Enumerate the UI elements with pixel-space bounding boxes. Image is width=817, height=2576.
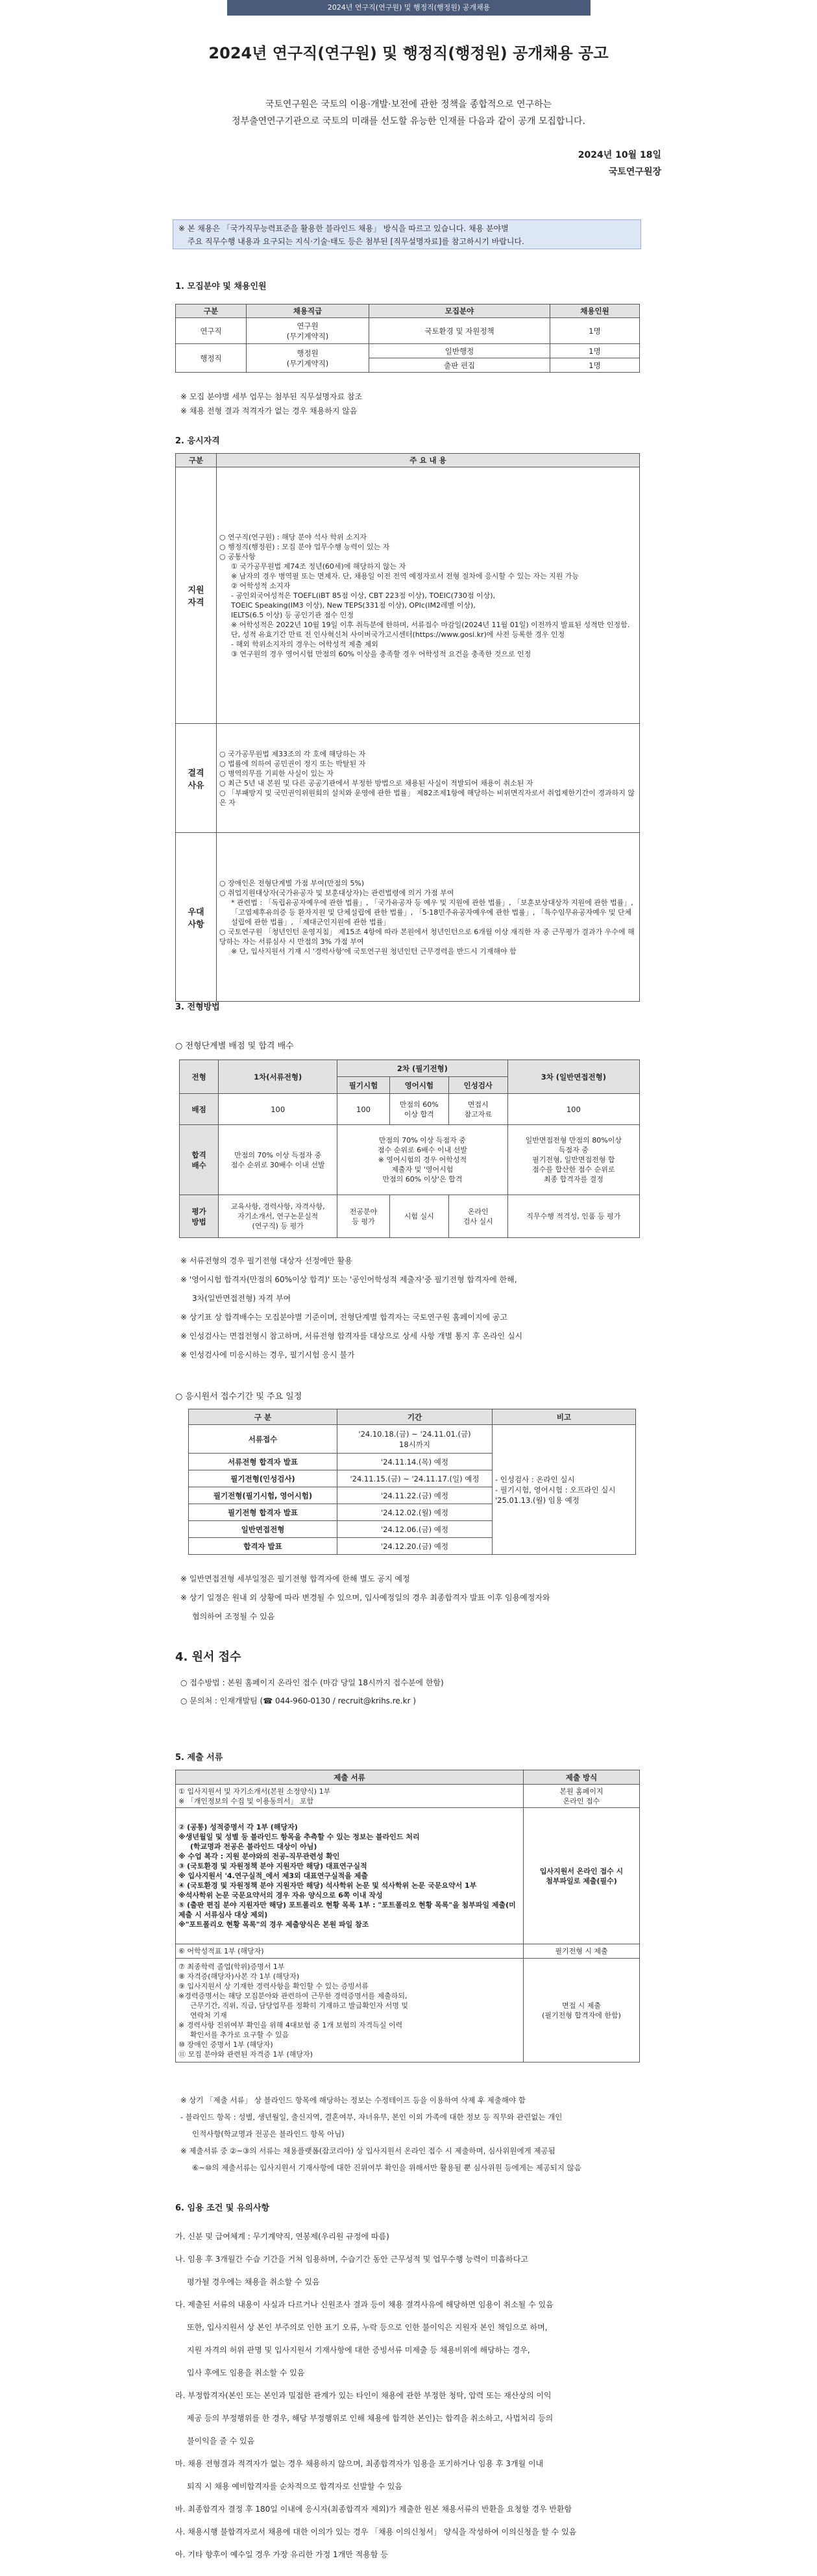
condition-line: 또한, 입사지원서 상 본인 부주의로 인한 표기 오류, 누락 등으로 인한 불이익은 지원자 본인 책임으로 하며, [187,2323,548,2332]
condition-line: 다. 제출된 서류의 내용이 사실과 다르거나 신원조사 결과 등이 채용 결격사유에 해당하면 임용이 취소될 수 있음 [175,2300,554,2309]
condition-line: 아. 기타 향후이 예수일 경우 가장 유리한 가정 1개만 적용함 등 [175,2550,388,2559]
th: 영어시험 [389,1077,448,1094]
row-label: 평가 방법 [180,1195,219,1238]
detail-line: ※ 단, 입사지원서 기재 시 '경력사항'에 국토연구원 청년인턴 근무경력을 반드시 기재해야 함 [231,947,517,956]
doc-method: 본원 홈페이지 온라인 접수 [524,1785,640,1808]
th: 구분 [176,454,217,467]
condition-line: 입사 후에도 임용을 취소할 수 있음 [187,2368,305,2377]
doc-line: ⑤ (출판 편집 분야 지원자만 해당) 포트폴리오 현황 목록 1부 : "포트폴리오 현황 목록"을 첨부파일 제출(미제출 시 서류심사 대상 제외) [178,1901,516,1919]
note-line: ※ 모집 분야별 세부 업무는 첨부된 직무설명자료 참조 [180,392,363,401]
cell: '24.12.20.(금) 예정 [337,1538,493,1555]
section-3-title: 3. 전형방법 [175,1002,220,1012]
note-line: 협의하여 조정될 수 있음 [192,1612,275,1621]
condition-line: 가. 신분 및 급여체계 : 무기계약직, 연봉제(우리원 규정에 따름) [175,2232,389,2241]
top-banner: 2024년 연구직(연구원) 및 행정직(행정원) 공개채용 [227,0,591,16]
th: 구 분 [189,1409,337,1425]
doc-group [176,1944,524,1959]
contact-info[interactable]: ○ 문의처 : 인재개발팀 (☎ 044-960-0130 / recruit@krihs.re.kr ) [180,1696,416,1705]
detail-line: ○ 연구직(연구원) : 해당 분야 석사 학위 소지자 [219,532,367,541]
doc-line: 근무기간, 직위, 직급, 담당업무를 정확히 기재하고 발급확인자 서명 및 [190,2001,408,2010]
documents-notes [180,2092,581,2176]
cell: 1명 [550,344,640,358]
cell: 출판 편집 [369,358,550,373]
cell: 일반면접전형 만점의 80%이상 득점자 중 필기전형, 일반면접전형 합 점수를 합산한 점수 순위로 최종 합격자를 결정 [507,1125,639,1195]
page-title: 2024년 연구직(연구원) 및 행정직(행정원) 공개채용 공고 [208,44,609,62]
th: 제출 서류 [176,1770,524,1785]
doc-line: ⑪ 모집 분야와 관련된 자격증 1부 (해당자) [178,2050,313,2059]
doc-group [176,1785,524,1808]
detail-line: ○ 「부패방지 및 국민권익위원회의 설치와 운영에 관한 법률」 제82조제1항에 해당하는 비위면직자로서 취업제한기간이 경과하지 않은 자 [219,788,635,807]
row-label: 지원 자격 [176,467,217,724]
note-line: 인적사항(학교명과 전공은 블라인드 항목 아님) [192,2129,345,2138]
detail-line: ○ 공통사항 [219,552,256,561]
cell: 면접시 참고자료 [448,1094,507,1125]
doc-line: ⑨ 입사지원서 상 기재한 경력사항을 확인할 수 있는 증빙서류 [178,1981,369,1990]
cell: 100 [337,1094,390,1125]
intro-text [0,96,817,130]
th: 기간 [337,1409,493,1425]
cell: 시험 실시 [389,1195,448,1238]
doc-line: ④ (국토환경 및 자원정책 분야 지원자만 해당) 석사학위 논문 및 석사학위 논문 국문요약서 1부 [178,1881,477,1890]
intro-line: 정부출연연구기관으로 국토의 미래를 선도할 유능한 인재를 다음과 같이 공개 모집합니다. [232,116,585,127]
condition-line: 라. 부정합격자(본인 또는 본인과 밀접한 관계가 있는 타인이 채용에 관한 부정한 청탁, 압력 또는 재산상의 이익 [175,2391,552,2400]
note-line: ⑥~⑩의 제출서류는 입사지원서 기재사항에 대한 진위여부 확인을 위해서만 활용될 뿐 심사위원 등에게는 제공되지 않음 [192,2163,581,2172]
schedule-table [188,1409,636,1555]
condition-line: 지원 자격의 허위 판명 및 입사지원서 기재사항에 대한 증빙서류 미제출 등 채용비위에 해당하는 경우, [187,2346,530,2355]
cell: 필기전형 합격자 발표 [189,1504,337,1521]
condition-line: 바. 최종합격자 결정 후 180일 이내에 응시자(최종합격자 제외)가 제출한 원본 채용서류의 반환을 요청할 경우 반환함 [175,2505,572,2514]
doc-line: ※ 「개인정보의 수집 및 이용동의서」 포함 [178,1796,314,1805]
detail-line: * 관련법 : 「독립유공자예우에 관한 법률」, 「국가유공자 등 예우 및 지원에 관한 법률」, 「보훈보상대상자 지원에 관한 법률」, 「고엽제후유의증 등 환자지원 및 단체설립에 관한 법률」, 「5·18민주유공자예우에 관한 법률」, 「특수임무유공자예우 및 단체설립에 관한 법률」, 「제대군인지원에 관한 법률」 [231,898,633,926]
cell: 1명 [550,318,640,344]
row-label: 우대 사항 [176,833,217,1002]
doc-method: 입사지원서 온라인 접수 시 첨부파일로 제출(필수) [524,1808,640,1944]
schedule-remark: - 인성검사 : 온라인 실시 - 필기시험, 영어시험 : 오프라인 실시 '25.01.13.(월) 임용 예정 [493,1425,636,1555]
cell: 연구직 [176,318,247,344]
note-line: ※ 상기 일정은 원내 외 상황에 따라 변경될 수 있으며, 입사예정일의 경우 최종합격자 발표 이후 임용예정자와 [180,1593,550,1602]
screening-table [179,1059,640,1238]
cell: '24.11.15.(금) ~ '24.11.17.(일) 예정 [337,1470,493,1487]
doc-line: ※경력증명서는 해당 모집분야와 관련하여 근무한 경력증명서를 제출하되, [178,1991,408,2000]
doc-line: ※"포트폴리오 현황 목록"의 경우 제출양식은 본원 파일 참조 [178,1920,369,1929]
note-line: ※ 상기 「제출 서류」 상 블라인드 항목에 해당하는 정보는 수정테이프 등을 이용하여 삭제 후 제출해야 함 [180,2096,526,2105]
doc-group [176,1808,524,1944]
cell: 필기전형(필기시험, 영어시험) [189,1487,337,1504]
row-label: 결격 사유 [176,724,217,833]
doc-line: ⑧ 자격증(해당자)사본 각 1부 (해당자) [178,1972,300,1981]
cell: 필기전형(인성검사) [189,1470,337,1487]
cell: '24.10.18.(금) ~ '24.11.01.(금) 18시까지 [337,1425,493,1454]
detail-line: ○ 국가공무원법 제33조의 각 호에 해당하는 자 [219,749,366,758]
cell: 1명 [550,358,640,373]
cell: 교육사항, 경력사항, 자격사항, 자기소개서, 연구논문실적 (연구직) 등 평가 [219,1195,337,1238]
section-4-title: 4. 원서 접수 [175,1650,241,1664]
application-method: ○ 접수방법 : 본원 홈페이지 온라인 접수 (마감 당일 18시까지 접수분에 한함) [180,1678,444,1687]
notice-date-block [578,147,661,180]
th: 제출 방식 [524,1770,640,1785]
condition-line: 불이익을 줄 수 있음 [187,2436,255,2446]
cell: '24.11.14.(목) 예정 [337,1454,493,1470]
section-2-title: 2. 응시자격 [175,436,220,446]
condition-line: 사. 채용시행 불합격자로서 채용에 대한 이의가 있는 경우 「채용 이의신청서」 양식을 작성하여 이의신청을 할 수 있음 [175,2527,577,2536]
detail-line: ○ 국토연구원 「청년인턴 운영지침」 제15조 4항에 따라 본원에서 청년인턴으로 6개월 이상 재직한 자 중 근무평가 결과가 우수에 해당하는 자는 서류심사 시 만점의 3% 가점 부여 [219,927,635,946]
th: 전형 [180,1060,219,1094]
signer: 국토연구원장 [608,167,661,177]
eligibility-table [175,453,640,1002]
doc-group [176,1959,524,2062]
th: 구분 [176,304,247,318]
cell: 행정직 [176,344,247,373]
notice-line: 주요 직무수행 내용과 요구되는 지식·기술·태도 등은 첨부된 [직무설명자료]를 참고하시기 바랍니다. [188,237,524,246]
condition-line: 평가될 경우에는 채용을 취소할 수 있음 [187,2277,320,2286]
section-1-notes [180,390,362,418]
doc-line: ※ 수업 복각 : 지원 분야와의 전공-직무관련성 확인 [178,1852,340,1861]
note-line: ※ 일반면접전형 세부일정은 필기전형 합격자에 한해 별도 공지 예정 [180,1574,410,1583]
th: 2차 (필기전형) [337,1060,508,1077]
note-line: ※ '영어시험 합격자(만점의 60%이상 합격)' 또는 '공인어학성적 제출자'중 필기전형 합격자에 한해, [180,1275,517,1284]
th: 3차 (일반면접전형) [507,1060,639,1094]
detail-line: ③ 연구원의 경우 영어시험 만점의 60% 이상을 충족할 경우 어학성적 요건을 충족한 것으로 인정 [231,649,531,658]
cell: 연구원 (무기계약직) [247,318,369,344]
th: 모집분야 [369,304,550,318]
doc-line: 연락처 기재 [190,2011,227,2020]
th: 채용직급 [247,304,369,318]
cell: '24.11.22.(금) 예정 [337,1487,493,1504]
section-3-subtitle: ○ 전형단계별 배점 및 합격 배수 [175,1041,294,1051]
cell: 직무수행 적격성, 인품 등 평가 [507,1195,639,1238]
th: 인성검사 [448,1077,507,1094]
detail-line: ① 국가공무원법 제74조 정년(60세)에 해당하지 않는 자 [231,562,406,571]
doc-line: ※생년월일 및 성별 등 블라인드 항목을 추측할 수 있는 정보는 블라인드 처리 [178,1833,420,1841]
doc-line: 확인서를 추가로 요구할 수 있음 [190,2030,289,2039]
doc-line: ※ 입사지원서 '4.연구실적_에서 제3외 대표연구실적을 제출 [178,1872,368,1880]
cell: '24.12.06.(금) 예정 [337,1521,493,1538]
schedule-notes [180,1570,550,1626]
note-line: 3차(일반면접전형) 자격 부여 [192,1294,291,1303]
notice-line: ※ 본 채용은 「국가직무능력표준을 활용한 블라인드 채용」 방식을 따르고 있습니다. 채용 분야별 [178,224,509,233]
condition-line: 마. 채용 전형결과 적격자가 없는 경우 채용하지 않으며, 최종합격자가 임용을 포기하거나 임용 후 3개월 이내 [175,2459,544,2468]
cell: 100 [507,1094,639,1125]
doc-line: ※ 경력사항 진위여부 확인을 위해 4대보험 중 1개 보험의 자격득실 이력 [178,2020,403,2029]
note-line: ※ 상기표 상 합격배수는 모집분야별 기준이며, 전형단계별 합격자는 국토연구원 홈페이지에 공고 [180,1313,508,1322]
doc-line: ③ (국토환경 및 자원정책 분야 지원자만 해당) 대표연구실적 [178,1862,367,1870]
cell: 만점의 70% 이상 득점자 중 점수 순위로 6배수 이내 선발 ※ 영어시험의 경우 어학성적 제출자 및 '영어시험 만점의 60% 이상'은 합격 [337,1125,508,1195]
note-line: ※ 인성검사에 미응시하는 경우, 필기시험 응시 불가 [180,1350,355,1359]
cell: 온라인 검사 실시 [448,1195,507,1238]
th: 1차(서류전형) [219,1060,337,1094]
preference-details [217,833,640,1002]
doc-line: ※석사학위 논문 국문요약서의 경우 자유 양식으로 6쪽 이내 작성 [178,1891,383,1900]
cell: 서류접수 [189,1425,337,1454]
application-info [180,1674,444,1710]
section-5-title: 5. 제출 서류 [175,1753,223,1763]
cell: 100 [219,1094,337,1125]
cell: 만점의 70% 이상 득점자 중 점수 순위로 30배수 이내 선발 [219,1125,337,1195]
doc-line: ⑦ 최종학력 졸업(학위)증명서 1부 [178,1962,285,1971]
conditions-list [175,2225,642,2566]
note-line: ※ 제출서류 중 ②~③의 서류는 채용플랫폼(잡코리아) 상 입사지원서 온라인 접수 시 제출하며, 심사위원에게 제공됨 [180,2146,555,2155]
detail-line: TOEIC Speaking(IM3 이상), New TEPS(331점 이상), OPIc(IM2레벨 이상), [231,601,476,610]
intro-line: 국토연구원은 국토의 이용·개발·보전에 관한 정책을 종합적으로 연구하는 [265,99,552,110]
documents-table [175,1770,640,2062]
doc-line: (학교명과 전공은 블라인드 대상이 아님) [190,1842,317,1851]
notice-date: 2024년 10월 18일 [578,150,661,160]
section-3-notes [180,1252,522,1365]
detail-line: ○ 취업지원대상자(국가유공자 및 보훈대상자)는 관련법령에 의거 가점 부여 [219,888,454,897]
detail-line: ○ 행정직(행정원) : 모집 분야 업무수행 능력이 있는 자 [219,542,390,551]
th: 채용인원 [550,304,640,318]
condition-line: 나. 임용 후 3개월간 수습 기간을 거쳐 임용하며, 수습기간 동안 근무성적 및 업무수행 능력이 미흡하다고 [175,2255,528,2264]
section-6-title: 6. 임용 조건 및 유의사항 [175,2203,270,2213]
blind-hiring-notice [173,219,641,249]
cell: 전공분야 등 평가 [337,1195,390,1238]
detail-line: ※ 남자의 경우 병역필 또는 면제자. 단, 채용일 이전 전역 예정자로서 전형 절차에 응시할 수 있는 자는 지원 가능 [231,571,579,580]
doc-method: 필기전형 시 제출 [524,1944,640,1959]
cell: 행정원 (무기계약직) [247,344,369,373]
detail-line: ○ 최근 5년 내 본원 및 다른 공공기관에서 부정한 방법으로 채용된 사실이 적발되어 채용이 취소된 자 [219,778,533,787]
eligibility-details [217,467,640,724]
condition-line: 퇴직 시 채용 예비합격자를 순차적으로 합격자로 선발할 수 있음 [187,2482,402,2491]
cell: 일반면접전형 [189,1521,337,1538]
detail-line: ○ 병역의무를 기피한 사실이 있는 자 [219,769,334,778]
section-1-title: 1. 모집분야 및 채용인원 [175,282,267,291]
row-label: 배점 [180,1094,219,1125]
detail-line: - 공인외국어성적은 TOEFL(iBT 85점 이상, CBT 223점 이상), TOEIC(730점 이상), [231,591,496,600]
th: 필기시험 [337,1077,390,1094]
th: 비고 [493,1409,636,1425]
doc-line: ① 입사지원서 및 자기소개서(본원 소정양식) 1부 [178,1787,331,1796]
detail-line: ○ 법률에 의하여 공민권이 정지 또는 박탈된 자 [219,759,366,768]
th: 주 요 내 용 [217,454,640,467]
cell: 서류전형 합격자 발표 [189,1454,337,1470]
cell: 만점의 60% 이상 합격 [389,1094,448,1125]
cell: 합격자 발표 [189,1538,337,1555]
detail-line: ○ 장애인은 전형단계별 가점 부여(만점의 5%) [219,878,365,887]
note-line: ※ 채용 전형 결과 적격자가 없는 경우 채용하지 않음 [180,406,358,415]
detail-line: ② 어학성적 소지자 [231,581,291,590]
detail-line: ※ 어학성적은 2022년 10월 19일 이후 취득분에 한하며, 서류접수 마감일(2024년 11월 01일) 이전까지 발표된 성적만 인정함. 단, 성적 유효기간 만료 전 인사혁신처 사이버국가고시센터(https://www.gosi.kr)에 사전 등록한 경우 인정 [231,620,630,639]
recruitment-table [175,304,640,373]
row-label: 합격 배수 [180,1125,219,1195]
cell: 국토환경 및 자원정책 [369,318,550,344]
condition-line: 제공 등의 부정행위를 한 경우, 해당 부정행위로 인해 채용에 합격한 본인)는 합격을 취소하고, 사법처리 등의 [187,2414,554,2423]
doc-line: ⑥ 어학성적표 1부 (해당자) [178,1947,264,1955]
doc-line: ② (공통) 성적증명서 각 1부 (해당자) [178,1823,298,1831]
doc-line: ⑩ 장애인 증명서 1부 (해당자) [178,2040,273,2049]
disqualification-details [217,724,640,833]
detail-line: IELTS(6.5 이상) 등 공인기관 점수 인정 [231,610,354,619]
doc-method: 면접 시 제출 (필기전형 합격자에 한함) [524,1959,640,2062]
detail-line: - 해외 학위소지자의 경우는 어학성적 제출 제외 [231,639,378,649]
cell: 일반행정 [369,344,550,358]
cell: '24.12.02.(월) 예정 [337,1504,493,1521]
note-line: ※ 서류전형의 경우 필기전형 대상자 선정에만 활용 [180,1256,352,1265]
note-line: - 블라인드 항목 : 성별, 생년월일, 출신지역, 결혼여부, 자녀유무, 본인 이외 가족에 대한 정보 등 직무와 관련없는 개인 [180,2112,563,2122]
schedule-subtitle: ○ 응시원서 접수기간 및 주요 일정 [175,1392,302,1402]
note-line: ※ 인성검사는 면접전형시 참고하며, 서류전형 합격자를 대상으로 상세 사항 개별 통지 후 온라인 실시 [180,1331,523,1341]
